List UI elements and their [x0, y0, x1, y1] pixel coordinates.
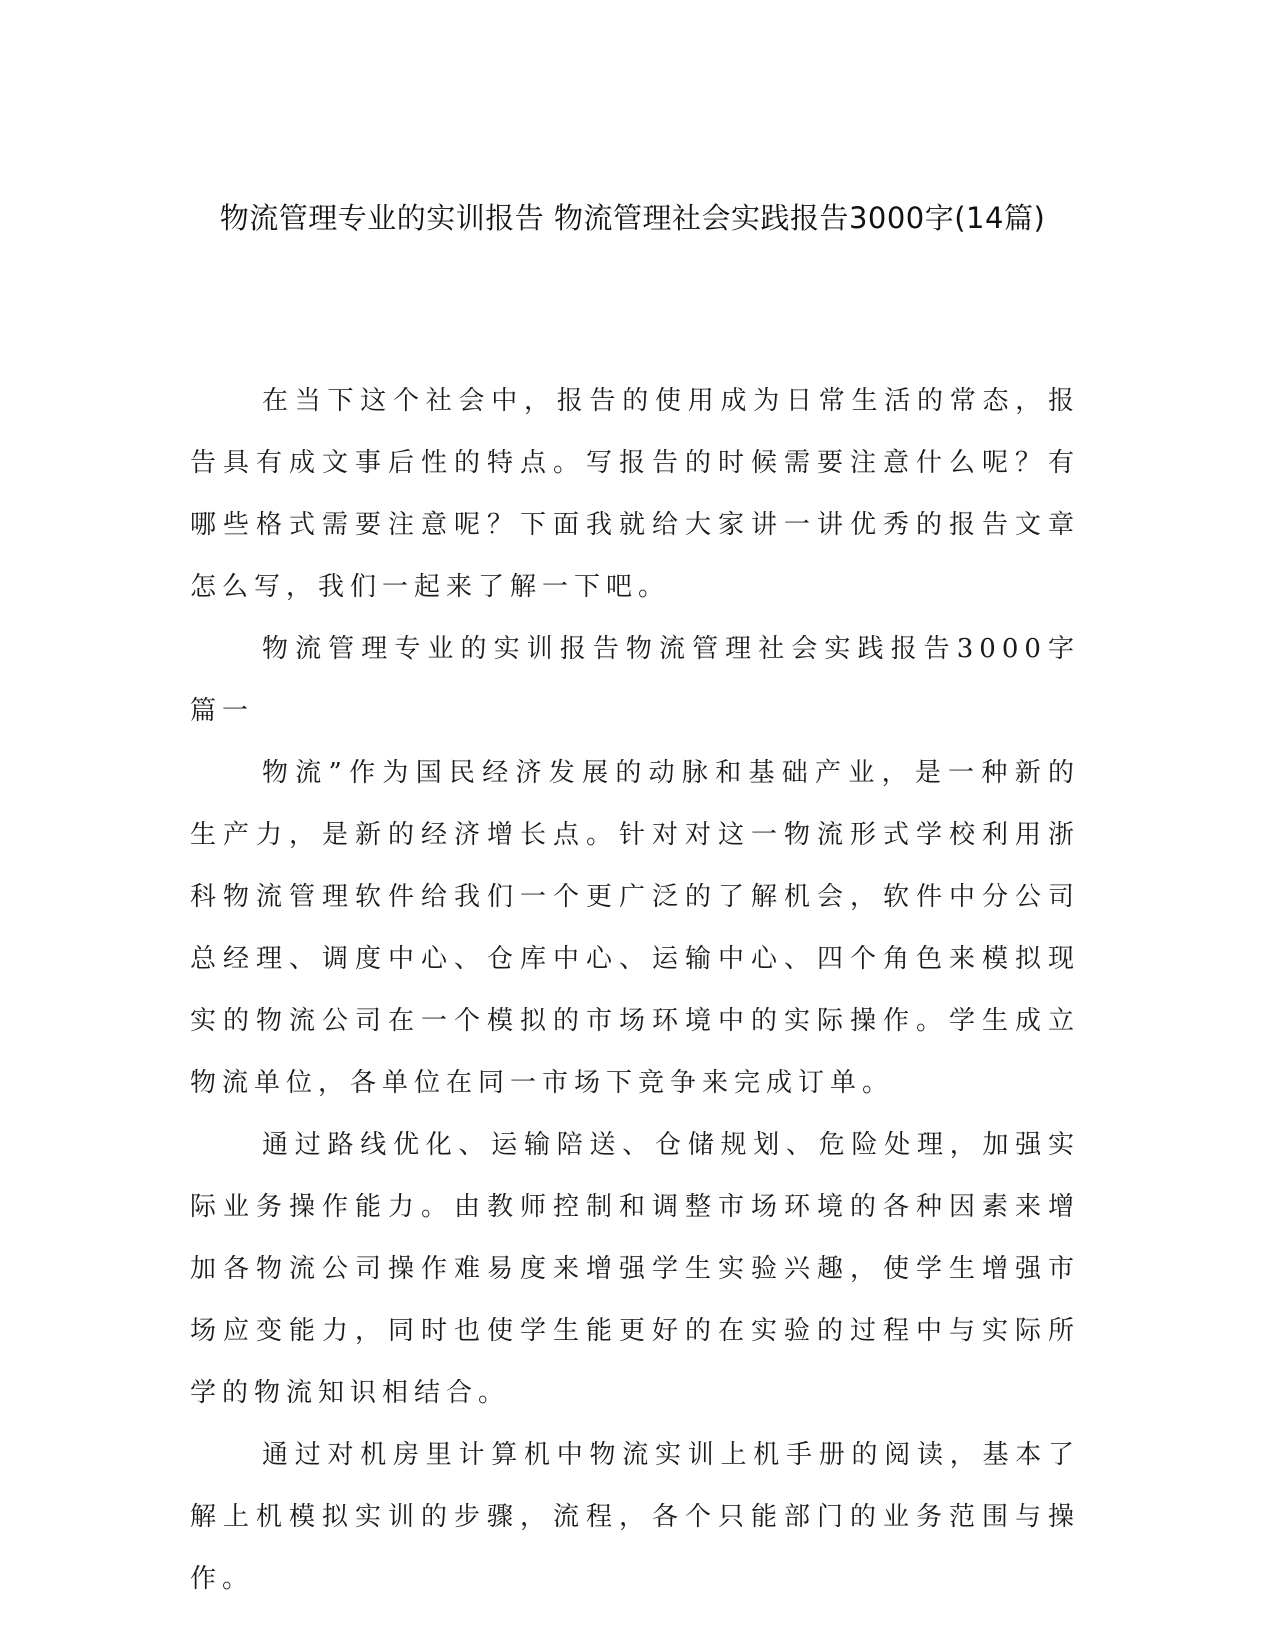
paragraph-manual-reading: 通过对机房里计算机中物流实训上机手册的阅读，基本了解上机模拟实训的步骤，流程，各个只能部门的业务范围与操作。: [190, 1440, 1080, 1594]
paragraph-operations: 通过路线优化、运输陪送、仓储规划、危险处理，加强实际业务操作能力。由教师控制和调整市场环境的各种因素来增加各物流公司操作难易度来增强学生实验兴趣，使学生增强市场应变能力，同时也使学生能更好的在实验的过程中与实际所学的物流知识相结合。: [190, 1130, 1080, 1408]
paragraph-intro: 在当下这个社会中，报告的使用成为日常生活的常态，报告具有成文事后性的特点。写报告的时候需要注意什么呢？有哪些格式需要注意呢？下面我就给大家讲一讲优秀的报告文章怎么写，我们一起来了解一下吧。: [190, 386, 1080, 602]
document-body: [190, 370, 1080, 1610]
paragraph-logistics-overview: 物流”作为国民经济发展的动脉和基础产业，是一种新的生产力，是新的经济增长点。针对对这一物流形式学校利用浙科物流管理软件给我们一个更广泛的了解机会，软件中分公司总经理、调度中心、仓库中心、运输中心、四个角色来模拟现实的物流公司在一个模拟的市场环境中的实际操作。学生成立物流单位，各单位在同一市场下竞争来完成订单。: [190, 758, 1080, 1098]
paragraph-section-heading: 物流管理专业的实训报告物流管理社会实践报告3000字篇一: [190, 634, 1080, 726]
document-title: 物流管理专业的实训报告 物流管理社会实践报告3000字(14篇): [219, 201, 1046, 235]
